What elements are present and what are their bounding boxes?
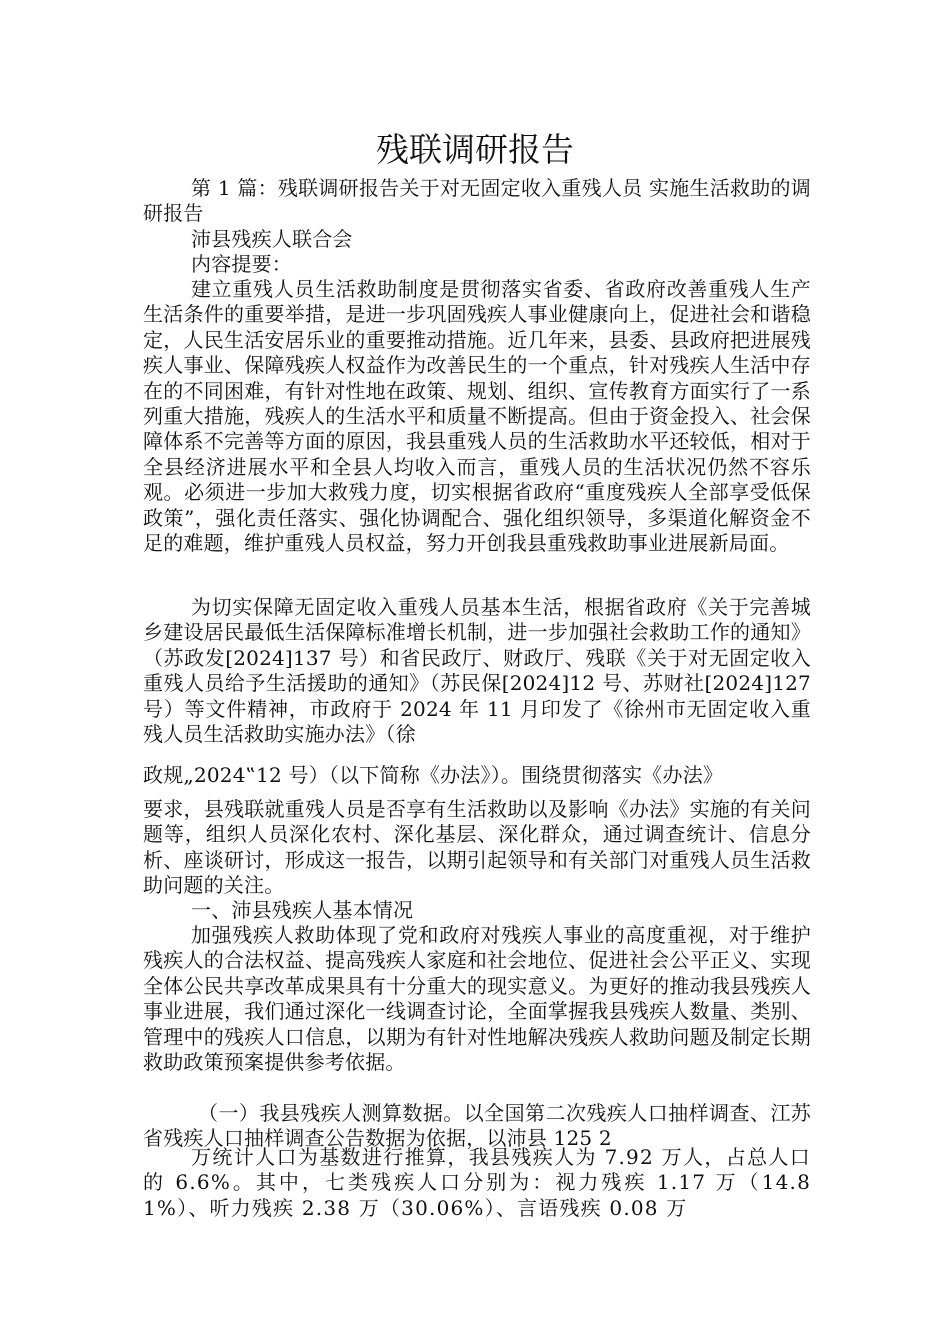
paragraph-estimate-intro: （一）我县残疾人测算数据。以全国第二次残疾人口抽样调查、江苏省残疾人口抽样调查公告数据为依据，以沛县 125 2 bbox=[143, 1101, 811, 1151]
document-title: 残联调研报告 bbox=[376, 130, 574, 169]
paragraph-estimate-data: 万统计人口为基数进行推算，我县残疾人为 7.92 万人，占总人口的 6.6%。其中，七类残疾人口分别为：视力残疾 1.17 万（14.81%）、听力残疾 2.38 万（30.06%）、言语残疾 0.08 万 bbox=[143, 1145, 811, 1220]
paragraph-subtitle: 第 1 篇：残联调研报告关于对无固定收入重残人员 实施生活救助的调研报告 bbox=[143, 176, 811, 226]
paragraph-summary-label: 内容提要： bbox=[191, 252, 292, 276]
paragraph-significance: 加强残疾人救助体现了党和政府对残疾人事业的高度重视，对于维护残疾人的合法权益、提高残疾人家庭和社会地位、促进社会公平正义、实现全体公民共享改革成果具有十分重大的现实意义。为更好的推动我县残疾人事业进展，我们通过深化一线调查讨论，全面掌握我县残疾人数量、类别、管理中的残疾人口信息，以期为有针对性地解决残疾人救助问题及制定长期救助政策预案提供参考依据。 bbox=[143, 923, 811, 1075]
section-heading-1: 一、沛县残疾人基本情况 bbox=[191, 898, 414, 922]
paragraph-organization: 沛县残疾人联合会 bbox=[191, 227, 353, 251]
paragraph-purpose: 要求，县残联就重残人员是否享有生活救助以及影响《办法》实施的有关问题等，组织人员深化农村、深化基层、深化群众，通过调查统计、信息分析、座谈研讨，形成这一报告，以期引起领导和有关部门对重残人员生活救助问题的关注。 bbox=[143, 797, 811, 898]
paragraph-basis: 为切实保障无固定收入重残人员基本生活，根据省政府《关于完善城乡建设居民最低生活保障标准增长机制，进一步加强社会救助工作的通知》（苏政发[2024]137 号）和省民政厅、财政厅、残联《关于对无固定收入重残人员给予生活援助的通知》（苏民保[2024]12 号、苏财社[2024]127 号）等文件精神，市政府于 2024 年 11 月印发了《徐州市无固定收入重残人员生活救助实施办法》（徐 bbox=[143, 595, 811, 747]
paragraph-basis-continued: 政规„2024‟12 号）（以下简称《办法》）。围绕贯彻落实《办法》 bbox=[143, 763, 724, 787]
paragraph-summary-body: 建立重残人员生活救助制度是贯彻落实省委、省政府改善重残人生产生活条件的重要举措，是进一步巩固残疾人事业健康向上，促进社会和谐稳定，人民生活安居乐业的重要推动措施。近几年来，县委、县政府把进展残疾人事业、保障残疾人权益作为改善民生的一个重点，针对残疾人生活中存在的不同困难，有针对性地在政策、规划、组织、宣传教育方面实行了一系列重大措施，残疾人的生活水平和质量不断提高。但由于资金投入、社会保障体系不完善等方面的原因，我县重残人员的生活救助水平还较低，相对于全县经济进展水平和全县人均收入而言，重残人员的生活状况仍然不容乐观。必须进一步加大救残力度，切实根据省政府“重度残疾人全部享受低保政策”，强化责任落实、强化协调配合、强化组织领导，多渠道化解资金不足的难题，维护重残人员权益，努力开创我县重残救助事业进展新局面。 bbox=[143, 277, 811, 556]
